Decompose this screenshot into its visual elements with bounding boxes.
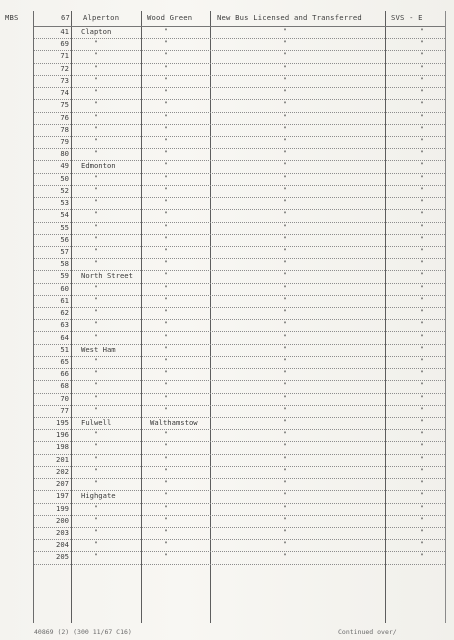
garage-cell: " bbox=[94, 430, 98, 439]
garage-cell: " bbox=[94, 552, 98, 561]
from-cell: " bbox=[164, 88, 168, 97]
remarks-ditto: " bbox=[283, 393, 287, 402]
from-cell: " bbox=[164, 112, 168, 121]
remarks-ditto: " bbox=[283, 418, 287, 427]
garage-cell: " bbox=[94, 393, 98, 402]
from-cell: " bbox=[164, 63, 168, 72]
from-cell: " bbox=[164, 344, 168, 353]
bus-number: 71 bbox=[60, 51, 69, 61]
from-cell: " bbox=[164, 503, 168, 512]
code-ditto: " bbox=[420, 540, 424, 549]
code-ditto: " bbox=[420, 503, 424, 512]
remarks-ditto: " bbox=[283, 271, 287, 280]
garage-cell: " bbox=[94, 479, 98, 488]
bus-number: 198 bbox=[56, 442, 69, 452]
bus-number: 195 bbox=[56, 418, 69, 428]
code-ditto: " bbox=[420, 185, 424, 194]
code-ditto: " bbox=[420, 63, 424, 72]
remarks-ditto: " bbox=[283, 466, 287, 475]
table-row bbox=[34, 478, 445, 491]
bus-number: 79 bbox=[60, 136, 69, 146]
from-cell: " bbox=[164, 198, 168, 207]
bus-number: 62 bbox=[60, 308, 69, 318]
remarks-ditto: " bbox=[283, 405, 287, 414]
code-ditto: " bbox=[420, 75, 424, 84]
bus-number: 77 bbox=[60, 405, 69, 415]
from-cell: " bbox=[164, 136, 168, 145]
code-ditto: " bbox=[420, 430, 424, 439]
garage-cell: " bbox=[94, 100, 98, 109]
garage-cell: " bbox=[94, 442, 98, 451]
code-ditto: " bbox=[420, 356, 424, 365]
code-ditto: " bbox=[420, 149, 424, 158]
bus-number: 49 bbox=[60, 161, 69, 171]
remarks-ditto: " bbox=[283, 234, 287, 243]
table-row bbox=[34, 173, 445, 186]
from-cell: " bbox=[164, 246, 168, 255]
code-ditto: " bbox=[420, 246, 424, 255]
code-ditto: " bbox=[420, 51, 424, 60]
code-ditto: " bbox=[420, 466, 424, 475]
header-garage: Alperton bbox=[83, 13, 120, 22]
from-cell: " bbox=[164, 51, 168, 60]
bus-number: 69 bbox=[60, 39, 69, 49]
bus-number: 201 bbox=[56, 454, 69, 464]
garage-cell: West Ham bbox=[81, 344, 116, 354]
code-ditto: " bbox=[420, 173, 424, 182]
code-ditto: " bbox=[420, 295, 424, 304]
bus-number: 74 bbox=[60, 88, 69, 98]
code-ditto: " bbox=[420, 222, 424, 231]
garage-cell: " bbox=[94, 246, 98, 255]
bus-number: 61 bbox=[60, 295, 69, 305]
remarks-ditto: " bbox=[283, 88, 287, 97]
bus-number: 196 bbox=[56, 430, 69, 440]
code-ditto: " bbox=[420, 112, 424, 121]
garage-cell: " bbox=[94, 466, 98, 475]
bus-number: 41 bbox=[60, 27, 69, 36]
from-cell: Walthamstow bbox=[150, 418, 198, 428]
table-row bbox=[34, 551, 445, 564]
remarks-ditto: " bbox=[283, 552, 287, 561]
remarks-ditto: " bbox=[283, 344, 287, 353]
code-ditto: " bbox=[420, 405, 424, 414]
garage-cell: Edmonton bbox=[81, 161, 116, 171]
from-cell: " bbox=[164, 442, 168, 451]
remarks-ditto: " bbox=[283, 295, 287, 304]
header-from: Wood Green bbox=[147, 13, 193, 22]
from-cell: " bbox=[164, 234, 168, 243]
from-cell: " bbox=[164, 405, 168, 414]
garage-cell: " bbox=[94, 356, 98, 365]
header-prefix: MBS bbox=[5, 13, 19, 22]
remarks-ditto: " bbox=[283, 381, 287, 390]
remarks-ditto: " bbox=[283, 112, 287, 121]
ledger-table bbox=[5, 11, 446, 623]
bus-number: 70 bbox=[60, 393, 69, 403]
garage-cell: Fulwell bbox=[81, 418, 112, 428]
bus-number: 68 bbox=[60, 381, 69, 391]
code-ditto: " bbox=[420, 161, 424, 170]
code-ditto: " bbox=[420, 515, 424, 524]
remarks-ditto: " bbox=[283, 161, 287, 170]
remarks-ditto: " bbox=[283, 320, 287, 329]
garage-cell: " bbox=[94, 198, 98, 207]
bus-number: 65 bbox=[60, 356, 69, 366]
remarks-ditto: " bbox=[283, 149, 287, 158]
garage-cell: " bbox=[94, 369, 98, 378]
garage-cell: " bbox=[94, 112, 98, 121]
header-number: 67 bbox=[61, 13, 71, 22]
from-cell: " bbox=[164, 161, 168, 170]
code-ditto: " bbox=[420, 442, 424, 451]
remarks-ditto: " bbox=[283, 283, 287, 292]
code-ditto: " bbox=[420, 479, 424, 488]
bus-number: 204 bbox=[56, 540, 69, 550]
garage-cell: " bbox=[94, 124, 98, 133]
from-cell: " bbox=[164, 271, 168, 280]
remarks-ditto: " bbox=[283, 124, 287, 133]
remarks-ditto: " bbox=[283, 185, 287, 194]
from-cell: " bbox=[164, 259, 168, 268]
from-cell: " bbox=[164, 479, 168, 488]
garage-cell: " bbox=[94, 283, 98, 292]
from-cell: " bbox=[164, 283, 168, 292]
remarks-ditto: " bbox=[283, 308, 287, 317]
bus-number: 60 bbox=[60, 283, 69, 293]
remarks-ditto: " bbox=[283, 210, 287, 219]
bus-number: 80 bbox=[60, 149, 69, 159]
code-ditto: " bbox=[420, 100, 424, 109]
bus-number: 72 bbox=[60, 63, 69, 73]
bus-number: 199 bbox=[56, 503, 69, 513]
code-ditto: " bbox=[420, 259, 424, 268]
code-ditto: " bbox=[420, 136, 424, 145]
from-cell: " bbox=[164, 515, 168, 524]
code-ditto: " bbox=[420, 381, 424, 390]
code-ditto: " bbox=[420, 271, 424, 280]
code-ditto: " bbox=[420, 283, 424, 292]
bus-number: 63 bbox=[60, 320, 69, 330]
from-cell: " bbox=[164, 210, 168, 219]
code-ditto: " bbox=[420, 198, 424, 207]
from-cell: " bbox=[164, 75, 168, 84]
bus-number: 200 bbox=[56, 515, 69, 525]
from-cell: " bbox=[164, 173, 168, 182]
remarks-ditto: " bbox=[283, 540, 287, 549]
from-cell: " bbox=[164, 39, 168, 48]
remarks-ditto: " bbox=[283, 136, 287, 145]
code-ditto: " bbox=[420, 454, 424, 463]
bus-number: 76 bbox=[60, 112, 69, 122]
from-cell: " bbox=[164, 222, 168, 231]
code-ditto: " bbox=[420, 418, 424, 427]
remarks-ditto: " bbox=[283, 198, 287, 207]
remarks-ditto: " bbox=[283, 173, 287, 182]
bus-number: 51 bbox=[60, 344, 69, 354]
from-cell: " bbox=[164, 124, 168, 133]
code-ditto: " bbox=[420, 552, 424, 561]
from-cell: " bbox=[164, 528, 168, 537]
bus-number: 52 bbox=[60, 185, 69, 195]
from-cell: " bbox=[164, 466, 168, 475]
remarks-ditto: " bbox=[283, 515, 287, 524]
garage-cell: Clapton bbox=[81, 27, 112, 36]
code-ditto: " bbox=[420, 210, 424, 219]
bus-number: 57 bbox=[60, 246, 69, 256]
bus-number: 50 bbox=[60, 173, 69, 183]
code-ditto: " bbox=[420, 344, 424, 353]
from-cell: " bbox=[164, 393, 168, 402]
from-cell: " bbox=[164, 381, 168, 390]
bus-number: 78 bbox=[60, 124, 69, 134]
garage-cell: North Street bbox=[81, 271, 133, 281]
footer-continued: Continued over/ bbox=[338, 628, 397, 636]
bus-number: 55 bbox=[60, 222, 69, 232]
garage-cell: " bbox=[94, 381, 98, 390]
footer-print-code: 40869 (2) (300 11/67 C16) bbox=[34, 628, 132, 636]
from-cell: " bbox=[164, 320, 168, 329]
bus-number: 197 bbox=[56, 491, 69, 501]
garage-cell: " bbox=[94, 320, 98, 329]
remarks-ditto: " bbox=[283, 27, 287, 35]
header-row bbox=[5, 11, 445, 27]
remarks-ditto: " bbox=[283, 259, 287, 268]
bus-number: 202 bbox=[56, 466, 69, 476]
from-cell: " bbox=[164, 491, 168, 500]
remarks-ditto: " bbox=[283, 39, 287, 48]
remarks-ditto: " bbox=[283, 369, 287, 378]
remarks-ditto: " bbox=[283, 75, 287, 84]
from-cell: " bbox=[164, 27, 168, 35]
code-ditto: " bbox=[420, 491, 424, 500]
from-cell: " bbox=[164, 356, 168, 365]
garage-cell: " bbox=[94, 63, 98, 72]
bus-number: 75 bbox=[60, 100, 69, 110]
code-ditto: " bbox=[420, 124, 424, 133]
garage-cell: " bbox=[94, 210, 98, 219]
garage-cell: " bbox=[94, 332, 98, 341]
remarks-ditto: " bbox=[283, 479, 287, 488]
from-cell: " bbox=[164, 430, 168, 439]
remarks-ditto: " bbox=[283, 332, 287, 341]
garage-cell: " bbox=[94, 88, 98, 97]
bus-number: 53 bbox=[60, 198, 69, 208]
garage-cell: " bbox=[94, 173, 98, 182]
remarks-ditto: " bbox=[283, 430, 287, 439]
remarks-ditto: " bbox=[283, 442, 287, 451]
garage-cell: " bbox=[94, 528, 98, 537]
remarks-ditto: " bbox=[283, 491, 287, 500]
from-cell: " bbox=[164, 540, 168, 549]
code-ditto: " bbox=[420, 332, 424, 341]
bus-number: 56 bbox=[60, 234, 69, 244]
garage-cell: " bbox=[94, 185, 98, 194]
code-ditto: " bbox=[420, 528, 424, 537]
remarks-ditto: " bbox=[283, 100, 287, 109]
bus-number: 73 bbox=[60, 75, 69, 85]
garage-cell: Highgate bbox=[81, 491, 116, 501]
code-ditto: " bbox=[420, 39, 424, 48]
from-cell: " bbox=[164, 454, 168, 463]
bus-number: 58 bbox=[60, 259, 69, 269]
bus-number: 205 bbox=[56, 552, 69, 562]
from-cell: " bbox=[164, 552, 168, 561]
garage-cell: " bbox=[94, 259, 98, 268]
code-ditto: " bbox=[420, 369, 424, 378]
from-cell: " bbox=[164, 332, 168, 341]
bus-number: 203 bbox=[56, 528, 69, 538]
bus-number: 59 bbox=[60, 271, 69, 281]
code-ditto: " bbox=[420, 308, 424, 317]
bus-number: 207 bbox=[56, 479, 69, 489]
from-cell: " bbox=[164, 100, 168, 109]
remarks-ditto: " bbox=[283, 51, 287, 60]
from-cell: " bbox=[164, 295, 168, 304]
garage-cell: " bbox=[94, 454, 98, 463]
code-ditto: " bbox=[420, 27, 424, 35]
from-cell: " bbox=[164, 149, 168, 158]
from-cell: " bbox=[164, 369, 168, 378]
remarks-ditto: " bbox=[283, 528, 287, 537]
bus-number: 66 bbox=[60, 369, 69, 379]
garage-cell: " bbox=[94, 149, 98, 158]
garage-cell: " bbox=[94, 308, 98, 317]
garage-cell: " bbox=[94, 515, 98, 524]
table-row bbox=[34, 319, 445, 332]
garage-cell: " bbox=[94, 540, 98, 549]
code-ditto: " bbox=[420, 393, 424, 402]
remarks-ditto: " bbox=[283, 356, 287, 365]
garage-cell: " bbox=[94, 51, 98, 60]
code-ditto: " bbox=[420, 320, 424, 329]
remarks-ditto: " bbox=[283, 454, 287, 463]
from-cell: " bbox=[164, 185, 168, 194]
garage-cell: " bbox=[94, 39, 98, 48]
remarks-ditto: " bbox=[283, 222, 287, 231]
code-ditto: " bbox=[420, 234, 424, 243]
bus-number: 54 bbox=[60, 210, 69, 220]
garage-cell: " bbox=[94, 234, 98, 243]
bus-number: 64 bbox=[60, 332, 69, 342]
garage-cell: " bbox=[94, 75, 98, 84]
remarks-ditto: " bbox=[283, 246, 287, 255]
remarks-ditto: " bbox=[283, 503, 287, 512]
garage-cell: " bbox=[94, 136, 98, 145]
garage-cell: " bbox=[94, 295, 98, 304]
from-cell: " bbox=[164, 308, 168, 317]
garage-cell: " bbox=[94, 503, 98, 512]
garage-cell: " bbox=[94, 405, 98, 414]
garage-cell: " bbox=[94, 222, 98, 231]
code-ditto: " bbox=[420, 88, 424, 97]
header-code: SVS - E bbox=[391, 13, 423, 22]
header-remarks: New Bus Licensed and Transferred bbox=[217, 13, 362, 22]
remarks-ditto: " bbox=[283, 63, 287, 72]
